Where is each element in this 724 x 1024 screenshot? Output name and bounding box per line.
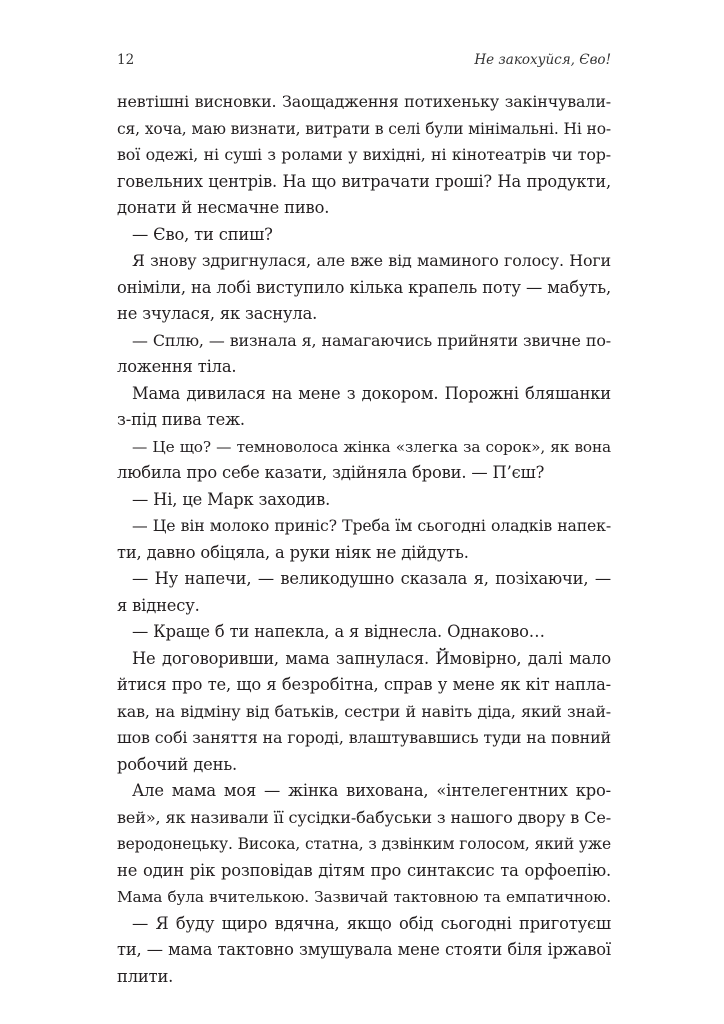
- text-line: любила про себе казати, здійняла брови. — П’єш?: [117, 463, 545, 482]
- book-title: Не закохуйся, Єво!: [474, 52, 611, 68]
- text-line: — Ні, це Марк заходив.: [132, 489, 331, 509]
- text-line: — Сплю, — визнала я, намагаючись прийняти звичне по-: [132, 330, 611, 350]
- text-line: ложення тіла.: [117, 357, 237, 376]
- text-line: кав, на відміну від батьків, сестри й навіть діда, який знай-: [117, 701, 611, 721]
- text-line: — Ну напечи, — великодушно сказала я, позіхаючи, —: [132, 569, 611, 588]
- text-line: ти, — мама тактовно змушувала мене стояти біля іржавої: [117, 940, 611, 959]
- text-line: Мама була вчителькою. Зазвичай тактовною та емпатичною.: [117, 888, 611, 906]
- text-line: не один рік розповідав дітям про синтаксис та орфоепію.: [117, 860, 611, 880]
- text-line: — Це він молоко приніс? Треба їм сьогодні оладків напек-: [132, 516, 611, 535]
- text-line: Але мама моя — жінка вихована, «інтелегентних кро-: [132, 781, 611, 800]
- text-line: донати й несмачне пиво.: [117, 198, 330, 217]
- text-line: шов собі заняття на городі, влаштувавшись туди на повний: [117, 728, 611, 747]
- text-line: я віднесу.: [117, 595, 200, 615]
- text-line: йтися про те, що я безробітна, справ у мене як кіт напла-: [117, 675, 611, 694]
- text-line: — Це що? — темноволоса жінка «злегка за сорок», як вона: [132, 437, 611, 456]
- text-line: невтішні висновки. Заощадження потихеньку закінчували-: [117, 92, 611, 111]
- text-line: вей», як називали її сусідки-бабуськи з нашого двору в Се-: [117, 807, 611, 827]
- text-line: — Єво, ти спиш?: [132, 224, 273, 244]
- text-line: — Краще б ти напекла, а я віднесла. Однаково…: [132, 622, 545, 641]
- text-line: Не договоривши, мама запнулася. Ймовірно, далі мало: [132, 648, 611, 668]
- text-line: ти, давно обіцяла, а руки ніяк не дійдуть.: [117, 542, 469, 562]
- text-line: говельних центрів. На що витрачати гроші? На продукти,: [117, 171, 611, 191]
- running-header: [117, 52, 611, 72]
- text-line: вої одежі, ні суші з ролами у вихідні, ні кінотеатрів чи тор-: [117, 145, 611, 164]
- page-number: 12: [117, 52, 135, 68]
- text-line: плити.: [117, 966, 174, 986]
- text-line: веродонецьку. Висока, статна, з дзвінким голосом, який уже: [117, 835, 611, 853]
- text-line: Мама дивилася на мене з докором. Порожні бляшанки: [132, 383, 611, 403]
- text-line: не зчулася, як заснула.: [117, 304, 318, 323]
- text-line: з-під пива теж.: [117, 410, 245, 429]
- text-line: ся, хоча, маю визнати, витрати в селі були мінімальні. Ні но-: [117, 119, 611, 138]
- text-line: робочий день.: [117, 754, 238, 774]
- text-line: Я знову здригнулася, але вже від маминого голосу. Ноги: [132, 251, 611, 270]
- text-line: — Я буду щиро вдячна, якщо обід сьогодні приготуєш: [132, 913, 611, 933]
- text-line: оніміли, на лобі виступило кілька крапель поту — мабуть,: [117, 277, 611, 297]
- body-text: [117, 89, 611, 990]
